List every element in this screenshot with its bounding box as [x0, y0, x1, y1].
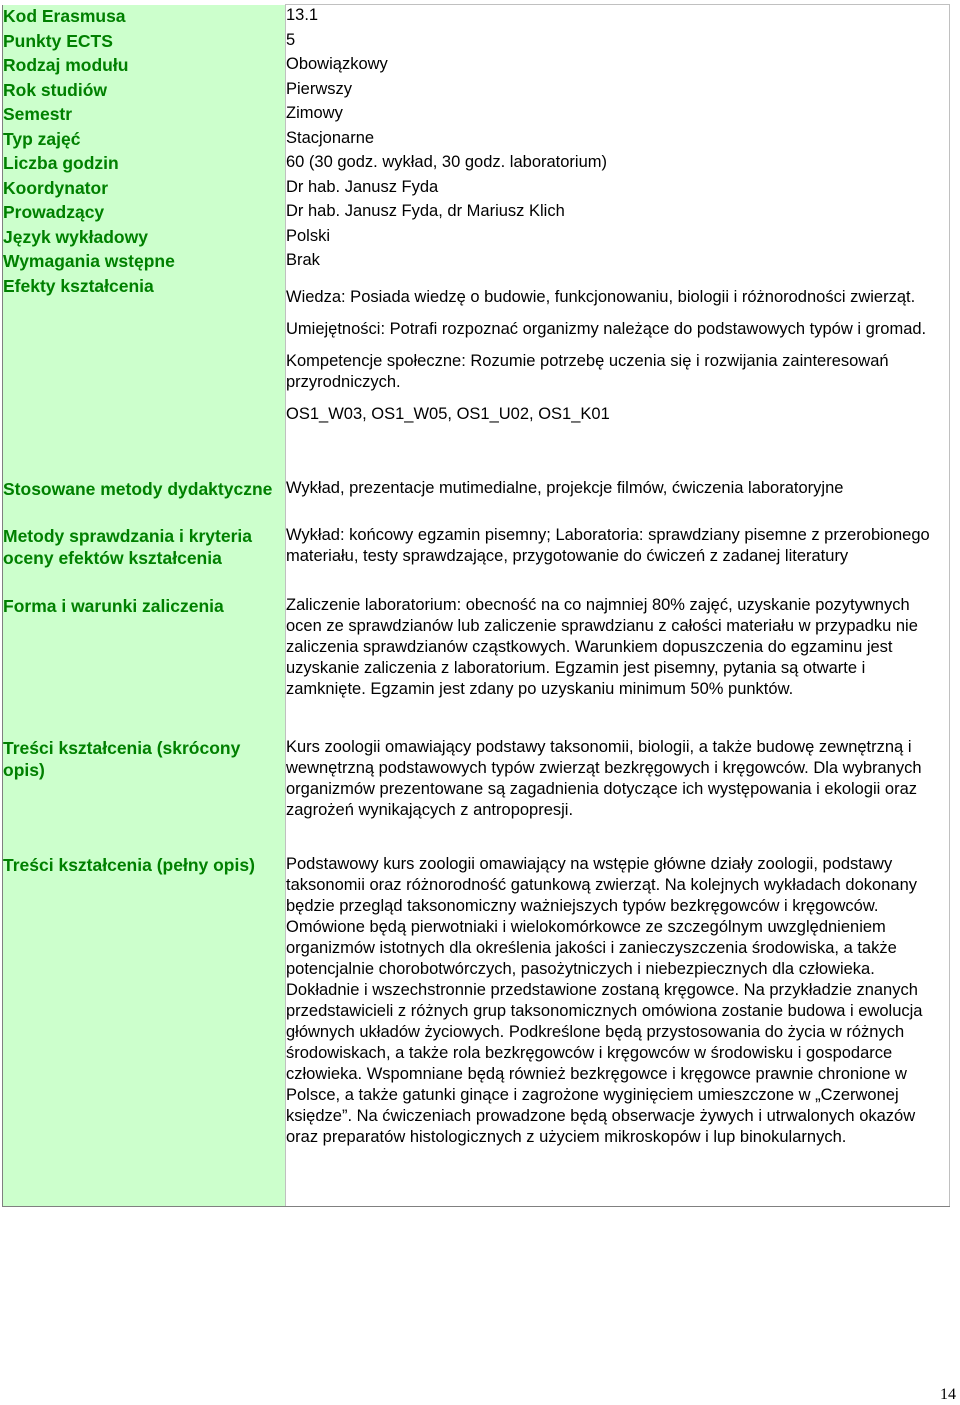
label-koordynator: Koordynator [3, 177, 286, 202]
efekty-wiedza: Wiedza: Posiada wiedzę o budowie, funkcjonowaniu, biologii i różnorodności zwierząt. [286, 287, 916, 306]
label-jezyk-wykladowy: Język wykładowy [3, 226, 286, 251]
efekty-kody: OS1_W03, OS1_W05, OS1_U02, OS1_K01 [286, 404, 610, 423]
row-tresci-skrocony [3, 737, 950, 854]
label-wymagania-wstepne: Wymagania wstępne [3, 250, 286, 275]
efekty-kompetencje: Kompetencje społeczne: Rozumie potrzebę uczenia się i rozwijania zainteresowań przyrodniczych. [286, 351, 889, 391]
value-koordynator: Dr hab. Janusz Fyda [286, 177, 950, 202]
row-metody-dydaktyczne [3, 478, 950, 525]
row-semestr [3, 103, 950, 128]
row-prowadzacy [3, 201, 950, 226]
value-rok-studiow: Pierwszy [286, 79, 950, 104]
label-efekty-ksztalcenia: Efekty kształcenia [3, 275, 286, 478]
value-prowadzacy: Dr hab. Janusz Fyda, dr Mariusz Klich [286, 201, 950, 226]
row-punkty-ects [3, 30, 950, 55]
value-liczba-godzin: 60 (30 godz. wykład, 30 godz. laboratorium) [286, 152, 950, 177]
row-wymagania-wstepne [3, 250, 950, 275]
value-tresci-pelny: Podstawowy kurs zoologii omawiający na wstępie główne działy zoologii, podstawy taksonomii oraz różnorodność gatunkową zwierząt. Na kolejnych wykładach dokonany będzie przegląd taksonomiczny ważniejszych typów bezkręgowców i kręgowców. Omówione będą pierwotniaki i wielokomórkowce ze szczególnym uwzględnieniem organizmów istotnych dla określenia jakości i zanieczyszczenia środowiska, a także potencjalnie chorobotwórczych, pasożytniczych i niebezpiecznych dla człowieka. Dokładnie i wszechstronnie przedstawione zostaną kręgowce. Na przykładzie znanych przedstawicieli z różnych grup taksonomicznych omówiona zostanie budowa i ewolucja głównych układów życiowych. Podkreślone będą przystosowania do życia w różnych środowiskach, a także rola bezkręgowców i kręgowców w środowisku i gospodarce człowieka. Wspomniane będą również bezkręgowce i kręgowce prawnie chronione w Polsce, a także gatunki ginące i zagrożone wyginięciem umieszczone w „Czerwonej księdze”. Na ćwiczeniach prowadzone będą obserwacje żywych i utrwalonych okazów oraz preparatów histologicznych z użyciem mikroskopów i lup binokularnych. [286, 854, 950, 1207]
row-efekty-ksztalcenia [3, 275, 950, 478]
row-typ-zajec [3, 128, 950, 153]
value-typ-zajec: Stacjonarne [286, 128, 950, 153]
efekty-umiejetnosci: Umiejętności: Potrafi rozpoznać organizmy należące do podstawowych typów i gromad. [286, 319, 927, 338]
value-efekty-ksztalcenia [286, 275, 950, 478]
page-number: 14 [940, 1386, 956, 1403]
label-rok-studiow: Rok studiów [3, 79, 286, 104]
row-kryteria-oceny [3, 525, 950, 595]
label-rodzaj-modulu: Rodzaj modułu [3, 54, 286, 79]
label-tresci-pelny: Treści kształcenia (pełny opis) [3, 854, 286, 1207]
row-rodzaj-modulu [3, 54, 950, 79]
label-prowadzacy: Prowadzący [3, 201, 286, 226]
value-forma-zaliczenia: Zaliczenie laboratorium: obecność na co najmniej 80% zajęć, uzyskanie pozytywnych ocen ze sprawdzianów lub zaliczenie sprawdzianu z całości materiału w przypadku nie zaliczenia sprawdzianów cząstkowych. Warunkiem dopuszczenia do egzaminu jest uzyskanie zaliczenia z laboratorium. Egzamin jest pisemny, pytania są otwarte i zamknięte. Egzamin jest zdany po uzyskaniu minimum 50% punktów. [286, 595, 950, 737]
label-kod-erasmusa: Kod Erasmusa [3, 5, 286, 30]
value-jezyk-wykladowy: Polski [286, 226, 950, 251]
label-metody-dydaktyczne: Stosowane metody dydaktyczne [3, 478, 286, 525]
value-tresci-skrocony: Kurs zoologii omawiający podstawy taksonomii, biologii, a także budowę zewnętrzną i wewnętrzną podstawowych typów zwierząt bezkręgowych i kręgowców. Dla wybranych organizmów prezentowane są zagadnienia dotyczące ich występowania i ekologii oraz zagrożeń wynikających z antropopresji. [286, 737, 950, 854]
value-wymagania-wstepne: Brak [286, 250, 950, 275]
label-semestr: Semestr [3, 103, 286, 128]
label-typ-zajec: Typ zajęć [3, 128, 286, 153]
label-tresci-skrocony: Treści kształcenia (skrócony opis) [3, 737, 286, 854]
label-liczba-godzin: Liczba godzin [3, 152, 286, 177]
row-forma-zaliczenia [3, 595, 950, 737]
value-metody-dydaktyczne: Wykład, prezentacje mutimedialne, projekcje filmów, ćwiczenia laboratoryjne [286, 478, 950, 525]
row-kod-erasmusa [3, 5, 950, 30]
row-koordynator [3, 177, 950, 202]
value-kryteria-oceny: Wykład: końcowy egzamin pisemny; Laboratoria: sprawdziany pisemne z przerobionego materiału, testy sprawdzające, przygotowanie do ćwiczeń z zadanej literatury [286, 525, 950, 595]
row-jezyk-wykladowy [3, 226, 950, 251]
label-punkty-ects: Punkty ECTS [3, 30, 286, 55]
value-rodzaj-modulu: Obowiązkowy [286, 54, 950, 79]
label-forma-zaliczenia: Forma i warunki zaliczenia [3, 595, 286, 737]
value-punkty-ects: 5 [286, 30, 950, 55]
value-semestr: Zimowy [286, 103, 950, 128]
row-liczba-godzin [3, 152, 950, 177]
syllabus-table [2, 4, 950, 1207]
row-rok-studiow [3, 79, 950, 104]
value-kod-erasmusa: 13.1 [286, 5, 950, 30]
label-kryteria-oceny: Metody sprawdzania i kryteria oceny efektów kształcenia [3, 525, 286, 595]
row-tresci-pelny [3, 854, 950, 1207]
